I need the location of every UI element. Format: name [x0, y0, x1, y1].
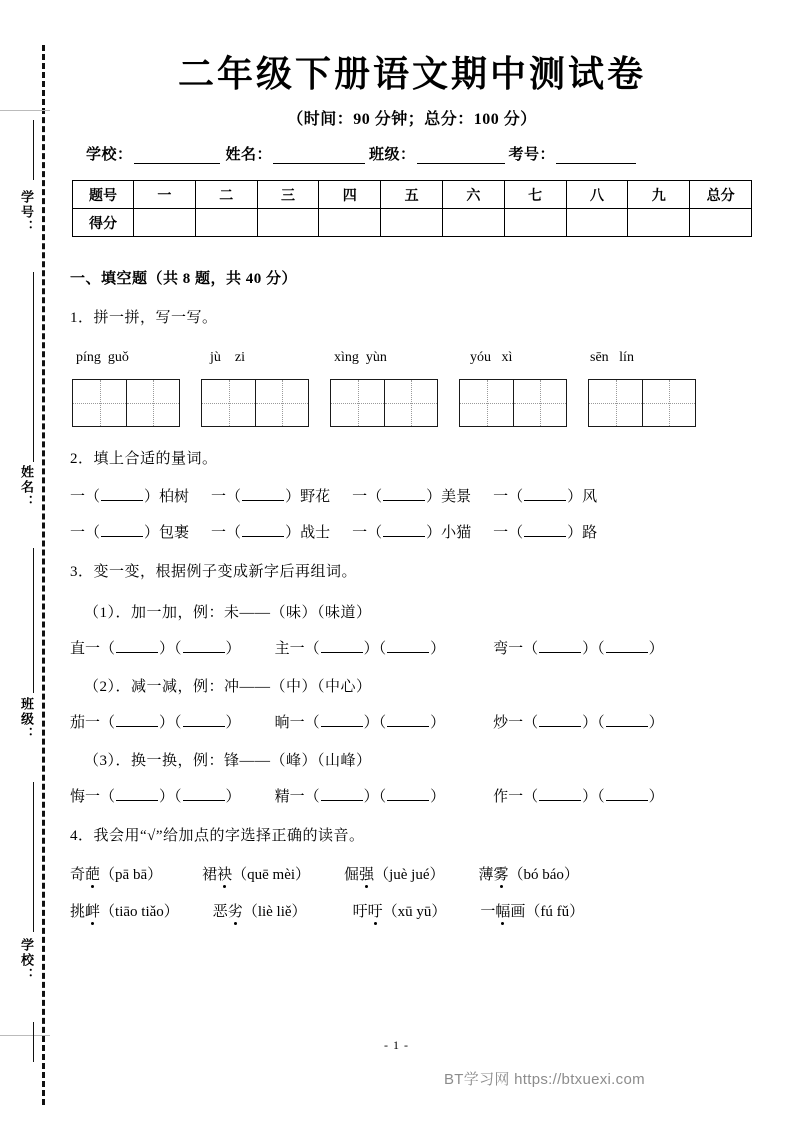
measure-suffix: ）	[144, 489, 160, 505]
class-field-blank[interactable]	[417, 148, 505, 164]
tianzige-cell[interactable]	[331, 380, 384, 426]
tianzige-pair-1[interactable]	[72, 379, 180, 427]
question-3-part-1-answers	[70, 637, 762, 658]
pronunciation-options[interactable]: （fú fǔ）	[525, 904, 585, 920]
question-1-pinyin-row	[72, 350, 762, 370]
measure-noun: 战士	[300, 525, 331, 541]
tianzige-cell[interactable]	[126, 380, 179, 426]
new-word-blank[interactable]	[183, 712, 225, 727]
measure-suffix: ）	[144, 525, 160, 541]
pronunciation-choice-item[interactable]	[480, 900, 584, 921]
score-cell-5[interactable]	[381, 209, 443, 237]
question-3-prompt: 3．变一变，根据例子变成新字后再组词。	[70, 564, 358, 580]
seal-label-class: 班级：	[19, 697, 34, 742]
pinyin-syllable: xì	[501, 349, 513, 365]
word-prefix: 一	[480, 904, 496, 920]
score-cell-7[interactable]	[504, 209, 566, 237]
pronunciation-options[interactable]: （tiāo tiǎo）	[100, 904, 179, 920]
new-char-blank[interactable]	[116, 638, 158, 653]
seal-label-school: 学校：	[19, 938, 34, 983]
measure-prefix: 一（	[70, 489, 101, 505]
page-number: - 1 -	[384, 1038, 409, 1052]
question-1-prompt: 1．拼一拼，写一写。	[70, 310, 218, 326]
tianzige-pair-5[interactable]	[588, 379, 696, 427]
measure-noun: 小猫	[441, 525, 472, 541]
page-title: 二年级下册语文期中测试卷	[177, 54, 646, 94]
pinyin-syllable: yóu	[470, 349, 491, 365]
tianzige-cell[interactable]	[460, 380, 513, 426]
new-word-blank[interactable]	[387, 712, 429, 727]
exam-number-field[interactable]	[509, 143, 637, 164]
exam-number-field-blank[interactable]	[556, 148, 636, 164]
measure-word-item	[493, 485, 597, 506]
tianzige-pair-4[interactable]	[459, 379, 567, 427]
char-transform-item: 茄一（ ）（ ）	[70, 711, 241, 732]
emphasized-char: 吁	[368, 900, 383, 921]
score-col-7: 七	[504, 181, 566, 209]
word-prefix: 薄	[478, 867, 494, 883]
char-transform-item: 精一（ ）（ ）	[275, 785, 446, 806]
tianzige-cell[interactable]	[202, 380, 255, 426]
measure-word-item	[70, 485, 189, 506]
measure-noun: 野花	[300, 489, 331, 505]
new-word-blank[interactable]	[606, 712, 648, 727]
new-char-blank[interactable]	[321, 712, 363, 727]
score-col-3: 三	[257, 181, 319, 209]
measure-blank[interactable]	[101, 522, 143, 537]
score-cell-6[interactable]	[442, 209, 504, 237]
word-prefix: 裙	[202, 867, 218, 883]
score-col-5: 五	[381, 181, 443, 209]
emphasized-char: 强	[359, 863, 374, 884]
pinyin-group-3	[334, 350, 446, 366]
score-col-1: 一	[134, 181, 196, 209]
pronunciation-options[interactable]: （quē mèi）	[232, 867, 311, 883]
source-char: 直	[70, 640, 86, 657]
word-prefix: 倔	[344, 867, 360, 883]
new-word-blank[interactable]	[183, 786, 225, 801]
pronunciation-choice-item[interactable]	[478, 863, 578, 884]
char-transform-item: 作一（ ）（ ）	[493, 785, 664, 806]
char-transform-item: 直一（ ）（ ）	[70, 637, 241, 658]
question-4-prompt: 4．我会用“√”给加点的字选择正确的读音。	[70, 827, 365, 844]
sealing-rule-3	[33, 548, 34, 693]
measure-noun: 美景	[441, 489, 472, 505]
source-char: 晌	[274, 714, 290, 731]
score-col-4: 四	[319, 181, 381, 209]
new-char-blank[interactable]	[539, 638, 581, 653]
tianzige-cell[interactable]	[255, 380, 308, 426]
school-field[interactable]	[86, 143, 220, 164]
pinyin-syllable: jù	[210, 349, 221, 365]
question-3-part-1-label: （1）．加一加，例：未——（味）（味道）	[84, 604, 372, 621]
question-2-row-1	[70, 485, 762, 506]
emphasized-char: 劣	[228, 900, 243, 921]
new-char-blank[interactable]	[116, 712, 158, 727]
measure-word-item	[70, 521, 189, 542]
sealing-divider-2	[0, 1035, 50, 1036]
measure-prefix: 一（	[493, 525, 524, 541]
tianzige-cell[interactable]	[642, 380, 695, 426]
row-header-score: 得分	[73, 209, 134, 237]
measure-prefix: 一（	[493, 489, 524, 505]
tianzige-pair-3[interactable]	[330, 379, 438, 427]
class-field[interactable]	[369, 143, 505, 164]
score-cell-9[interactable]	[628, 209, 690, 237]
pronunciation-options[interactable]: （pā bā）	[100, 867, 163, 883]
measure-prefix: 一（	[352, 489, 383, 505]
question-3-part-3-label: （3）．换一换，例：锋——（峰）（山峰）	[84, 752, 372, 769]
measure-word-item	[493, 521, 597, 542]
pinyin-syllable: zi	[234, 349, 245, 365]
tianzige-cell[interactable]	[513, 380, 566, 426]
score-cell-4[interactable]	[319, 209, 381, 237]
word-suffix: 画	[510, 904, 526, 920]
pinyin-syllable: píng	[76, 349, 101, 365]
measure-suffix: ）	[426, 525, 442, 541]
measure-suffix: ）	[285, 525, 301, 541]
pronunciation-choice-item[interactable]	[70, 863, 162, 884]
pinyin-group-1	[76, 350, 188, 366]
source-char: 弯	[493, 640, 509, 657]
score-cell-8[interactable]	[566, 209, 628, 237]
school-field-label: 学校：	[86, 147, 133, 163]
sealing-divider-1	[0, 110, 50, 111]
measure-word-item	[352, 485, 471, 506]
emphasized-char: 葩	[85, 863, 100, 884]
pinyin-syllable: lín	[619, 349, 634, 365]
exam-subtitle: （时间：90 分钟；总分：100 分）	[287, 111, 537, 128]
score-cell-3[interactable]	[257, 209, 319, 237]
emphasized-char: 幅	[495, 900, 510, 921]
measure-suffix: ）	[567, 525, 583, 541]
score-col-6: 六	[442, 181, 504, 209]
word-prefix: 吁	[352, 904, 368, 920]
emphasized-char: 雾	[494, 863, 509, 884]
pronunciation-options[interactable]: （bó báo）	[508, 867, 579, 883]
pronunciation-choice-item[interactable]	[213, 900, 307, 921]
measure-noun: 包裹	[159, 525, 190, 541]
pinyin-syllable: sēn	[590, 349, 609, 365]
tianzige-cell[interactable]	[384, 380, 437, 426]
source-char: 主	[274, 640, 290, 657]
question-3-part-2-label: （2）．减一减，例：冲——（中）（中心）	[84, 678, 372, 695]
measure-prefix: 一（	[211, 525, 242, 541]
pinyin-syllable: guǒ	[107, 349, 129, 365]
sealing-rule-2	[33, 272, 34, 462]
measure-word-item	[352, 521, 471, 542]
score-cell-total[interactable]	[690, 209, 752, 237]
pronunciation-choice-item[interactable]	[344, 863, 444, 884]
student-info-line	[62, 143, 762, 164]
sealing-line-margin	[0, 0, 62, 1121]
school-field-blank[interactable]	[134, 148, 220, 164]
class-field-label: 班级：	[369, 147, 416, 163]
new-char-blank[interactable]	[539, 786, 581, 801]
pronunciation-choice-item[interactable]	[353, 900, 447, 921]
char-transform-item: 炒一（ ）（ ）	[493, 711, 664, 732]
score-cell-2[interactable]	[195, 209, 257, 237]
site-watermark: BT学习网 https://btxuexi.com	[444, 1071, 645, 1088]
new-char-blank[interactable]	[539, 712, 581, 727]
new-word-blank[interactable]	[183, 638, 225, 653]
seal-label-name: 姓名：	[19, 465, 34, 510]
pronunciation-options[interactable]: （xū yū）	[382, 904, 447, 920]
pinyin-syllable: yùn	[365, 349, 387, 365]
name-field-label: 姓名：	[225, 147, 273, 163]
measure-prefix: 一（	[70, 525, 101, 541]
new-char-blank[interactable]	[321, 638, 363, 653]
word-prefix: 奇	[70, 867, 86, 883]
pronunciation-options[interactable]: （liè liě）	[242, 904, 307, 920]
source-char: 炒	[493, 714, 509, 731]
name-field-blank[interactable]	[273, 148, 365, 164]
sealing-rule-4	[33, 782, 34, 932]
pinyin-group-2	[210, 350, 322, 366]
source-char: 悔	[70, 788, 86, 805]
new-char-blank[interactable]	[321, 786, 363, 801]
sealing-rule-1	[33, 120, 34, 180]
sealing-dashed-line	[42, 45, 45, 1105]
source-char: 作	[493, 788, 509, 805]
seal-label-student-id: 学号：	[19, 190, 34, 235]
measure-suffix: ）	[567, 489, 583, 505]
emphasized-char: 衅	[85, 900, 100, 921]
measure-blank[interactable]	[101, 486, 143, 501]
source-char: 茄	[70, 714, 86, 731]
tianzige-pair-2[interactable]	[201, 379, 309, 427]
word-prefix: 恶	[212, 904, 228, 920]
measure-blank[interactable]	[524, 522, 566, 537]
measure-noun: 风	[582, 489, 598, 505]
measure-prefix: 一（	[352, 525, 383, 541]
question-4-row-2	[70, 900, 762, 921]
question-1-writing-grids	[72, 379, 762, 429]
question-2-prompt: 2．填上合适的量词。	[70, 450, 218, 467]
measure-blank[interactable]	[524, 486, 566, 501]
score-col-total: 总分	[690, 181, 752, 209]
source-char: 精	[274, 788, 290, 805]
measure-noun: 柏树	[159, 489, 190, 505]
measure-suffix: ）	[426, 489, 442, 505]
question-3-part-3-answers	[70, 785, 762, 806]
measure-noun: 路	[582, 525, 598, 541]
name-field[interactable]	[226, 143, 366, 164]
measure-blank[interactable]	[383, 522, 425, 537]
measure-word-item	[211, 485, 330, 506]
char-transform-item: 悔一（ ）（ ）	[70, 785, 241, 806]
measure-suffix: ）	[285, 489, 301, 505]
pinyin-syllable: xìng	[334, 349, 359, 365]
score-col-2: 二	[195, 181, 257, 209]
measure-blank[interactable]	[383, 486, 425, 501]
question-4-row-1	[70, 863, 762, 884]
new-char-blank[interactable]	[116, 786, 158, 801]
new-word-blank[interactable]	[606, 638, 648, 653]
pronunciation-choice-item[interactable]	[70, 900, 179, 921]
new-word-blank[interactable]	[606, 786, 648, 801]
table-row-scores	[73, 209, 752, 237]
score-cell-1[interactable]	[134, 209, 196, 237]
exam-number-field-label: 考号：	[508, 147, 556, 163]
char-transform-item: 晌一（ ）（ ）	[275, 711, 446, 732]
measure-word-item	[211, 521, 330, 542]
exam-sheet	[62, 0, 762, 1121]
pinyin-group-4	[470, 350, 582, 366]
tianzige-cell[interactable]	[73, 380, 126, 426]
new-word-blank[interactable]	[387, 638, 429, 653]
score-col-9: 九	[628, 181, 690, 209]
word-prefix: 挑	[70, 904, 86, 920]
measure-prefix: 一（	[211, 489, 242, 505]
score-table	[72, 180, 752, 237]
measure-blank[interactable]	[242, 522, 284, 537]
tianzige-cell[interactable]	[589, 380, 642, 426]
question-2-row-2	[70, 521, 762, 542]
measure-blank[interactable]	[242, 486, 284, 501]
pronunciation-options[interactable]: （juè jué）	[374, 867, 445, 883]
emphasized-char: 袂	[217, 863, 232, 884]
char-transform-item: 主一（ ）（ ）	[275, 637, 446, 658]
table-row-question-numbers	[73, 181, 752, 209]
pinyin-group-5	[590, 350, 702, 366]
score-col-8: 八	[566, 181, 628, 209]
pronunciation-choice-item[interactable]	[202, 863, 310, 884]
char-transform-item: 弯一（ ）（ ）	[493, 637, 664, 658]
question-3-part-2-answers	[70, 711, 762, 732]
row-header-question-number: 题号	[73, 181, 134, 209]
section-heading-fill-in-blanks: 一、填空题（共 8 题，共 40 分）	[70, 271, 298, 287]
new-word-blank[interactable]	[387, 786, 429, 801]
